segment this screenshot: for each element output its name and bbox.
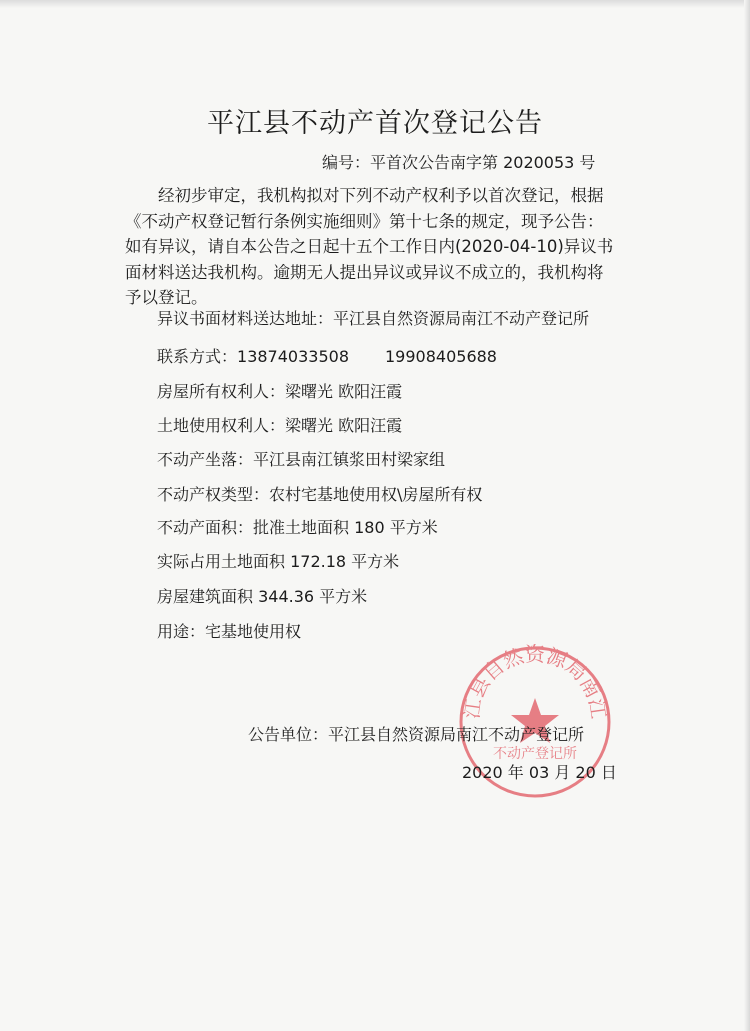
issue-date: 2020 年 03 月 20 日 bbox=[462, 763, 617, 782]
contact-info bbox=[157, 344, 497, 367]
property-usage: 用途：宅基地使用权 bbox=[157, 622, 302, 641]
body-paragraph bbox=[125, 183, 645, 311]
area-approved: 不动产面积：批准土地面积 180 平方米 bbox=[157, 518, 438, 537]
property-location: 不动产坐落：平江县南江镇浆田村梁家组 bbox=[157, 450, 446, 469]
body-line: 面材料送达我机构。逾期无人提出异议或异议不成立的，我机构将 bbox=[125, 262, 604, 282]
body-line: 经初步审定，我机构拟对下列不动产权利予以首次登记，根据 bbox=[158, 186, 604, 205]
body-line: 予以登记。 bbox=[125, 288, 208, 307]
area-actual: 实际占用土地面积 172.18 平方米 bbox=[157, 552, 400, 571]
contact-phone-1: 13874033508 bbox=[237, 347, 349, 366]
body-line: 《不动产权登记暂行条例实施细则》第十七条的规定，现予公告： bbox=[125, 211, 604, 231]
scan-edge-top bbox=[0, 0, 750, 8]
land-user: 土地使用权利人：梁曙光 欧阳汪霞 bbox=[157, 416, 403, 435]
house-owner: 房屋所有权利人：梁曙光 欧阳汪霞 bbox=[157, 382, 403, 401]
page-title: 平江县不动产首次登记公告 bbox=[207, 108, 543, 139]
contact-phone-2: 19908405688 bbox=[385, 347, 497, 366]
document-number: 编号：平首次公告南字第 2020053 号 bbox=[322, 153, 596, 172]
body-line: 如有异议，请自本公告之日起十五个工作日内(2020-04-10)异议书 bbox=[125, 237, 614, 256]
issuer: 公告单位：平江县自然资源局南江不动产登记所 bbox=[248, 725, 585, 744]
seal-text-bottom: 不动产登记所 bbox=[493, 746, 577, 762]
right-type: 不动产权类型：农村宅基地使用权\房屋所有权 bbox=[157, 485, 483, 504]
seal-text-top: 江县自然资源局南江 bbox=[459, 642, 611, 721]
contact-label: 联系方式： bbox=[157, 347, 238, 366]
objection-address: 异议书面材料送达地址：平江县自然资源局南江不动产登记所 bbox=[157, 309, 590, 328]
area-building: 房屋建筑面积 344.36 平方米 bbox=[157, 587, 368, 606]
scan-edge-right bbox=[744, 0, 750, 1031]
